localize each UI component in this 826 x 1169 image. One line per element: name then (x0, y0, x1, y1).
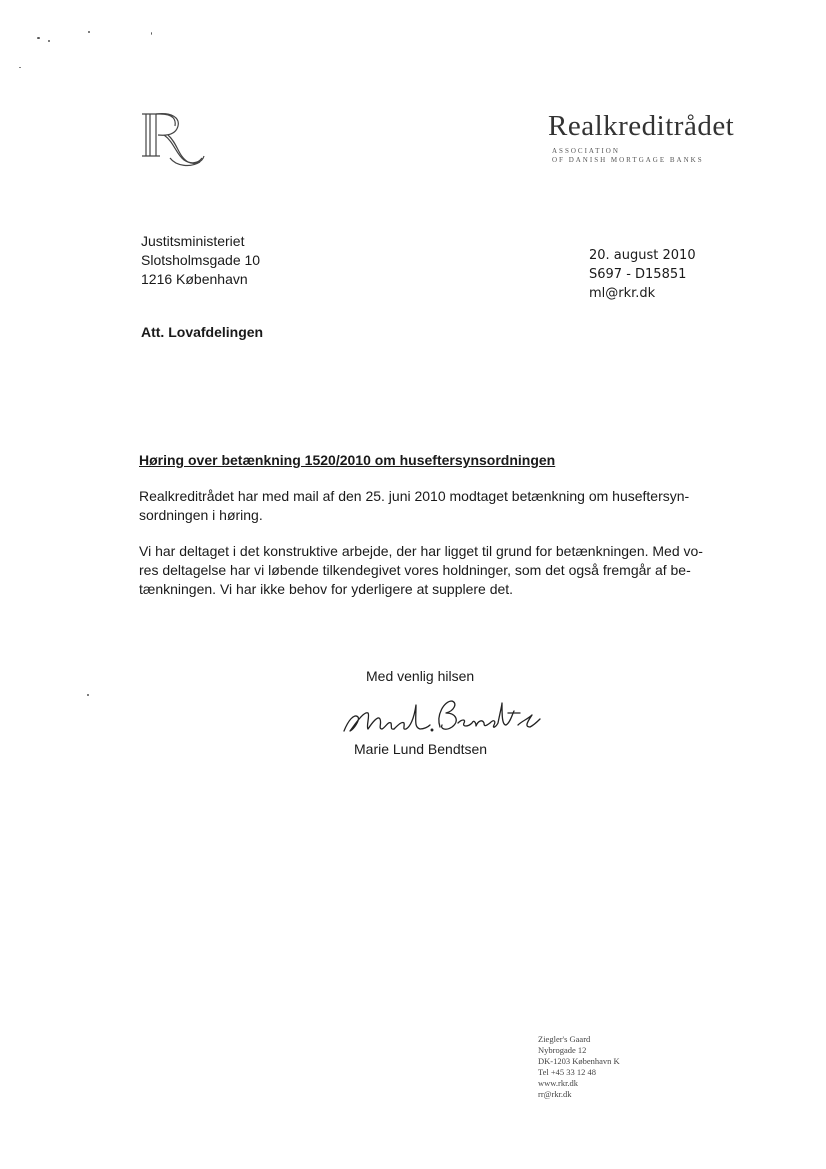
scan-speck (87, 694, 89, 696)
footer-line: www.rkr.dk (538, 1078, 579, 1088)
scan-speck (151, 32, 152, 35)
scan-speck (37, 37, 40, 39)
signer-name: Marie Lund Bendtsen (354, 741, 488, 757)
letterhead-brand (548, 112, 778, 165)
attention-line: Att. Lovafdelingen (141, 324, 264, 340)
recipient-name: Justitsministeriet (141, 233, 245, 249)
body-paragraph-2 (139, 542, 703, 599)
footer-line: Ziegler's Gaard (538, 1034, 591, 1044)
paragraph-line: sordningen i høring. (139, 507, 263, 523)
paragraph-line: Vi har deltaget i det konstruktive arbejde, der har ligget til grund for betænkningen. Med vo- (139, 543, 703, 559)
brand-name: Realkreditrådet (548, 110, 735, 142)
realkreditraadet-logo-icon (140, 108, 212, 170)
paragraph-line: Realkreditrådet har med mail af den 25. juni 2010 modtaget betænkning om huseftersyn- (139, 488, 690, 504)
footer-line: Nybrogade 12 (538, 1045, 587, 1055)
footer-line: DK-1203 København K (538, 1056, 620, 1066)
letter-reference: S697 - D15851 (589, 267, 687, 282)
closing-salutation: Med venlig hilsen (366, 668, 475, 684)
letter-meta (589, 246, 696, 303)
contact-email: ml@rkr.dk (589, 286, 656, 301)
letter-subject: Høring over betænkning 1520/2010 om huseftersynsordningen (139, 452, 556, 468)
footer-address (538, 1034, 620, 1100)
brand-subline-1: ASSOCIATION (552, 147, 620, 155)
scan-speck (88, 31, 90, 33)
scan-speck (48, 40, 50, 42)
paragraph-line: res deltagelse har vi løbende tilkendegivet vores holdninger, som det også fremgår af be- (139, 562, 691, 578)
letter-date: 20. august 2010 (589, 248, 696, 263)
body-paragraph-1 (139, 487, 699, 525)
footer-line: rr@rkr.dk (538, 1089, 572, 1099)
handwritten-signature (336, 693, 546, 741)
scan-speck (19, 67, 21, 68)
recipient-address (141, 232, 260, 289)
footer-line: Tel +45 33 12 48 (538, 1067, 597, 1077)
brand-subline-2: OF DANISH MORTGAGE BANKS (552, 156, 704, 165)
paragraph-line: tænkningen. Vi har ikke behov for yderligere at supplere det. (139, 581, 514, 597)
recipient-street: Slotsholmsgade 10 (141, 252, 261, 268)
recipient-city: 1216 København (141, 271, 248, 287)
